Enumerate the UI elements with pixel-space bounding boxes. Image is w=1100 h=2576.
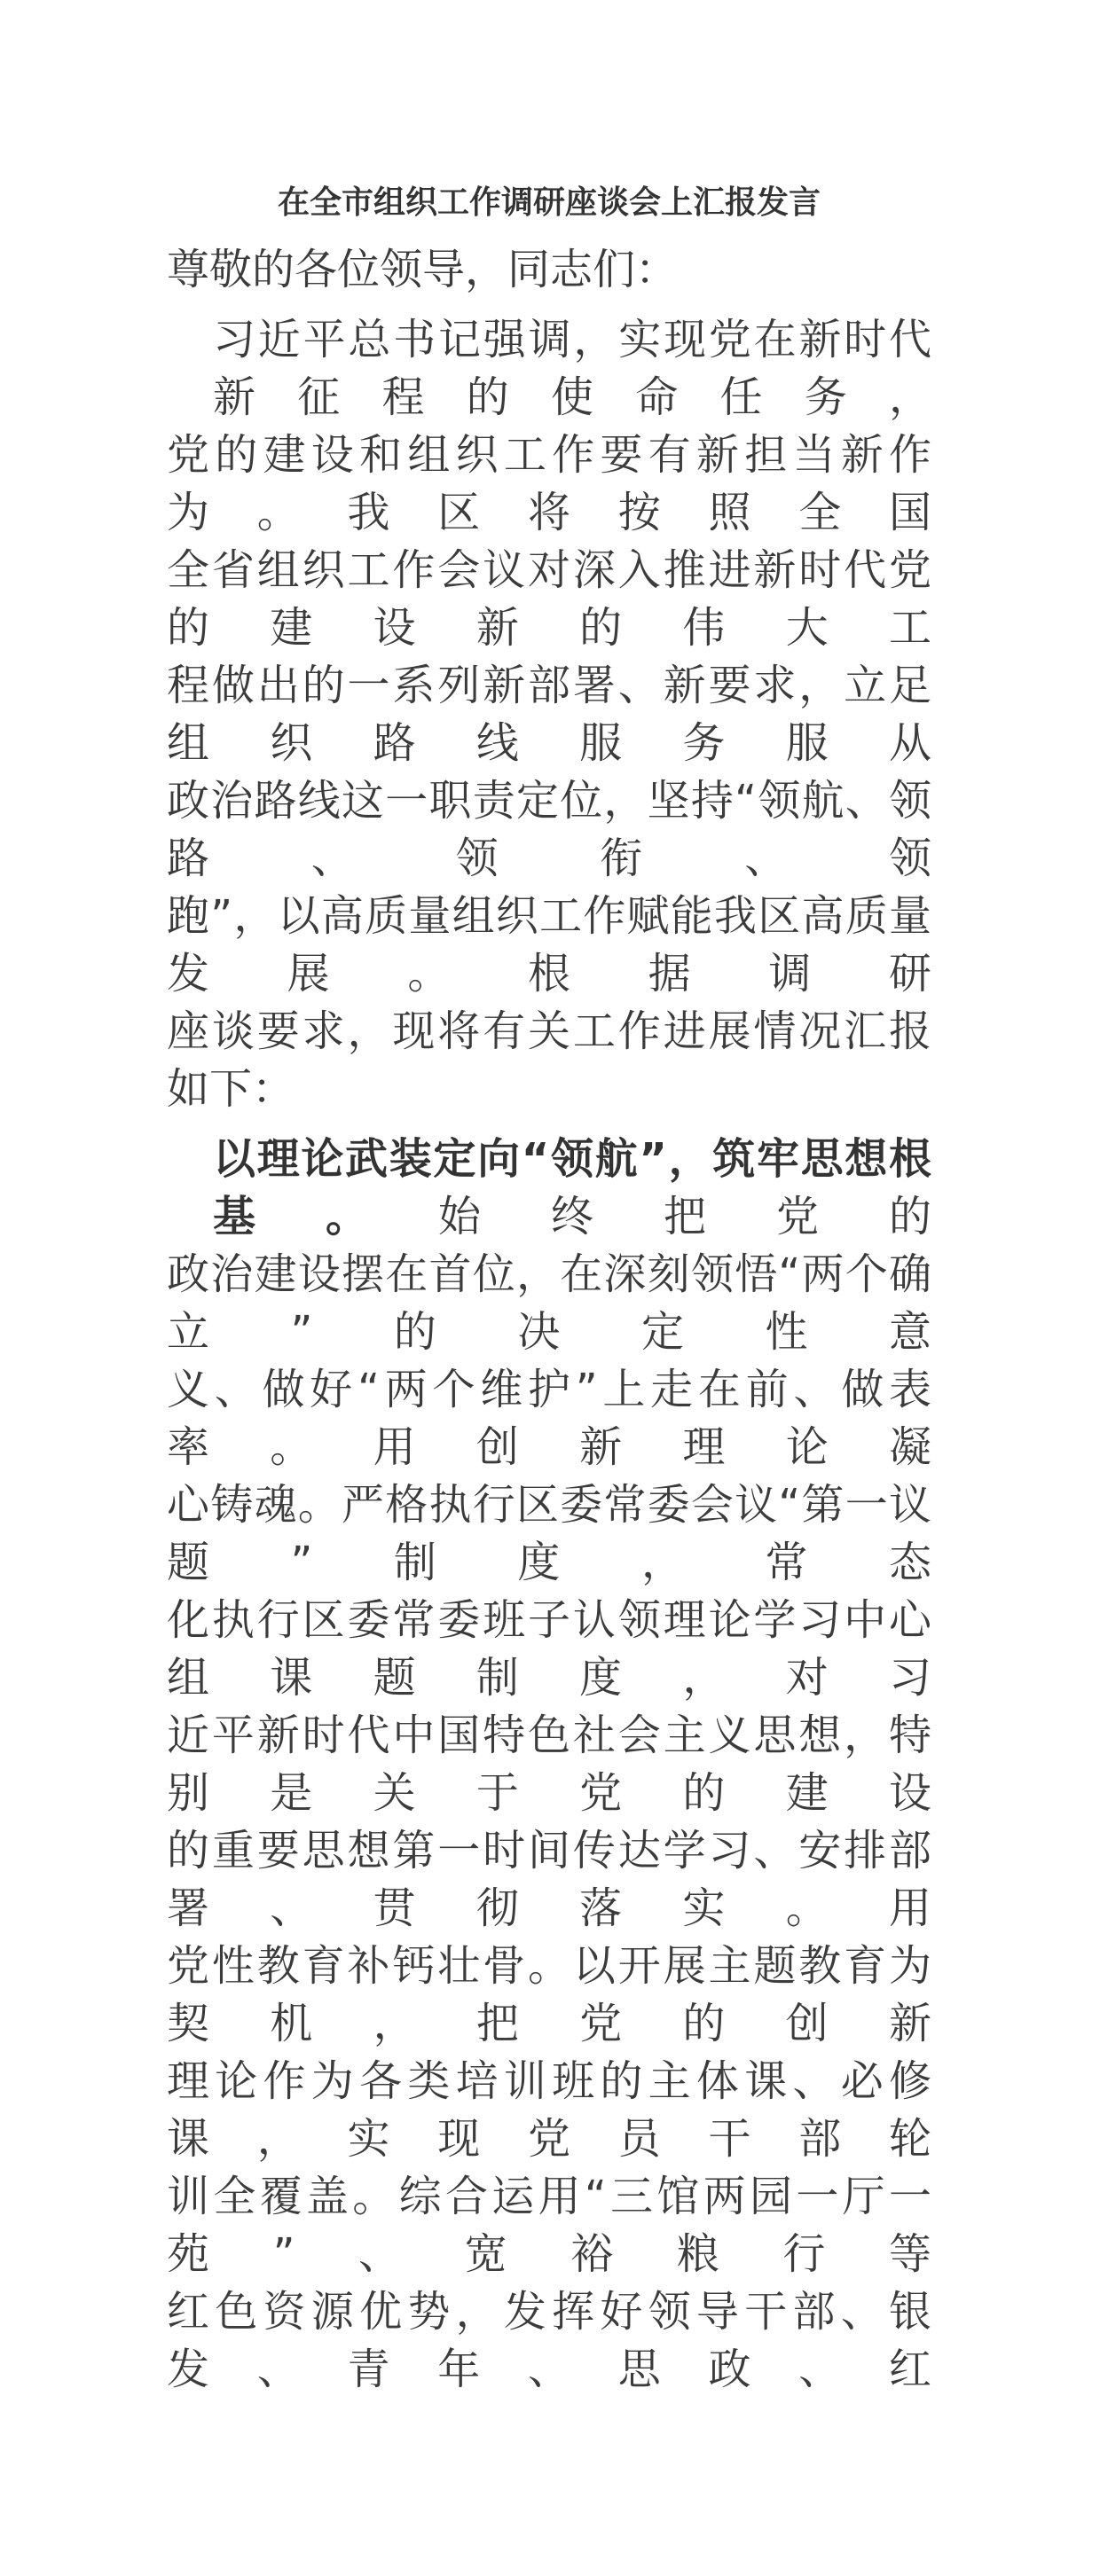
paragraph-line: 党的建设和组织工作要有新担当新作为。我区将按照全国 [167,430,931,537]
paragraph-1 [167,311,931,1118]
paragraph-line: 红色资源优势，发挥好领导干部、银发、青年、思政、红 [167,2287,931,2394]
paragraph-2 [167,1131,931,2399]
paragraph-text: 始终把党的 [438,1192,931,1241]
paragraph-line: 跑”，以高质量组织工作赋能我区高质量发展。根据调研 [167,891,931,998]
section-heading: 以理论武装定向“领航”，筑牢思想根基。 [213,1134,931,1241]
paragraph-line: 全省组织工作会议对深入推进新时代党的建设新的伟大工 [167,545,931,653]
paragraph-line: 的重要思想第一时间传达学习、安排部署、贯彻落实。用 [167,1826,931,1933]
paragraph-line: 训全覆盖。综合运用“三馆两园一厅一苑”、宽裕粮行等 [167,2172,931,2279]
paragraph-line: 化执行区委常委班子认领理论学习中心组课题制度，对习 [167,1595,931,1703]
paragraph-line: 政治建设摆在首位，在深刻领悟“两个确立”的决定性意 [167,1249,931,1357]
paragraph-line: 政治路线这一职责定位，坚持“领航、领路、领衔、领 [167,776,931,883]
salutation: 尊敬的各位领导，同志们： [167,245,679,294]
document-title: 在全市组织工作调研座谈会上汇报发言 [277,184,821,221]
paragraph-line: 心铸魂。严格执行区委常委会议“第一议题”制度，常态 [167,1480,931,1587]
paragraph-line [167,1131,931,1246]
paragraph-line: 座谈要求，现将有关工作进展情况汇报如下： [167,1006,931,1114]
paragraph-line: 程做出的一系列新部署、新要求，立足组织路线服务服从 [167,661,931,768]
paragraph-line: 党性教育补钙壮骨。以开展主题教育为契机，把党的创新 [167,1941,931,2048]
paragraph-line: 义、做好“两个维护”上走在前、做表率。用创新理论凝 [167,1365,931,1472]
paragraph-line: 习近平总书记强调，实现党在新时代新征程的使命任务， [213,315,931,422]
paragraph-line: 近平新时代中国特色社会主义思想，特别是关于党的建设 [167,1711,931,1818]
paragraph-line: 理论作为各类培训班的主体课、必修课，实现党员干部轮 [167,2056,931,2164]
